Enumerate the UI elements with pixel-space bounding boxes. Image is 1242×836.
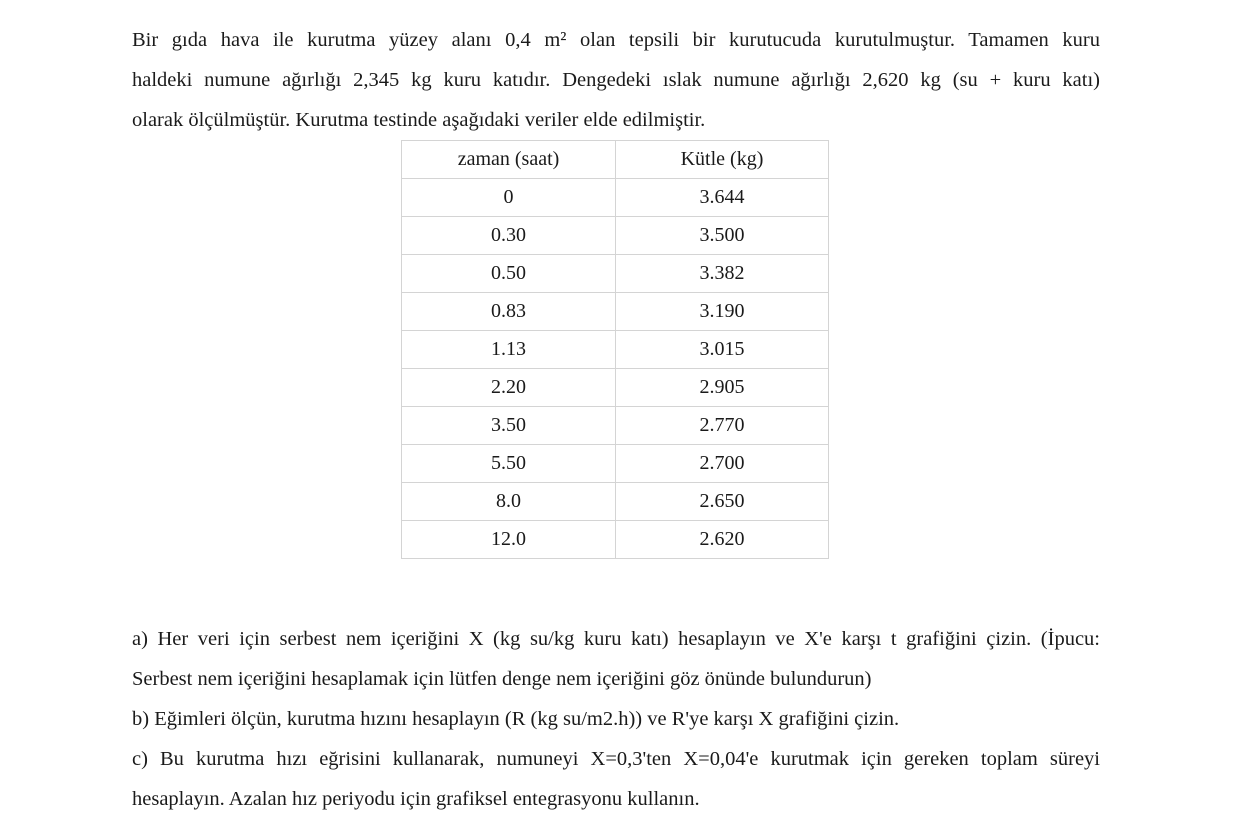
table-row <box>402 445 829 483</box>
cell-mass: 2.650 <box>616 483 829 521</box>
cell-time: 0 <box>402 179 616 217</box>
table-row <box>402 407 829 445</box>
intro-line-3: olarak ölçülmüştür. Kurutma testinde aşağıdaki veriler elde edilmiştir. <box>132 109 706 131</box>
table-row <box>402 369 829 407</box>
cell-time: 3.50 <box>402 407 616 445</box>
question-a-line-2: Serbest nem içeriğini hesaplamak için lütfen denge nem içeriğini göz önünde bulundurun) <box>132 668 872 690</box>
cell-mass: 2.620 <box>616 521 829 559</box>
header-mass: Kütle (kg) <box>616 141 829 179</box>
table-row <box>402 179 829 217</box>
question-a-line-1: a) Her veri için serbest nem içeriğini X (kg su/kg kuru katı) hesaplayın ve X'e karşı t grafiğini çizin. (İpucu: <box>132 628 1100 650</box>
cell-mass: 2.770 <box>616 407 829 445</box>
cell-mass: 3.190 <box>616 293 829 331</box>
question-c-line-1: c) Bu kurutma hızı eğrisini kullanarak, numuneyi X=0,3'ten X=0,04'e kurutmak için gereken toplam süreyi <box>132 748 1100 770</box>
cell-time: 12.0 <box>402 521 616 559</box>
table-row <box>402 255 829 293</box>
cell-mass: 3.015 <box>616 331 829 369</box>
drying-data-table <box>401 140 829 559</box>
cell-mass: 2.905 <box>616 369 829 407</box>
cell-time: 1.13 <box>402 331 616 369</box>
cell-time: 0.50 <box>402 255 616 293</box>
table-header-row <box>402 141 829 179</box>
cell-time: 2.20 <box>402 369 616 407</box>
table-body <box>402 179 829 559</box>
cell-time: 0.83 <box>402 293 616 331</box>
table-row <box>402 483 829 521</box>
question-b-line-1: b) Eğimleri ölçün, kurutma hızını hesaplayın (R (kg su/m2.h)) ve R'ye karşı X grafiğini çizin. <box>132 708 900 730</box>
questions-section <box>132 619 1100 819</box>
cell-mass: 3.644 <box>616 179 829 217</box>
cell-time: 0.30 <box>402 217 616 255</box>
cell-mass: 2.700 <box>616 445 829 483</box>
cell-time: 8.0 <box>402 483 616 521</box>
table-row <box>402 521 829 559</box>
intro-line-2: haldeki numune ağırlığı 2,345 kg kuru katıdır. Dengedeki ıslak numune ağırlığı 2,620 kg (su + kuru katı) <box>132 69 1100 91</box>
cell-mass: 3.500 <box>616 217 829 255</box>
table-row <box>402 293 829 331</box>
cell-mass: 3.382 <box>616 255 829 293</box>
question-c-line-2: hesaplayın. Azalan hız periyodu için grafiksel entegrasyonu kullanın. <box>132 788 700 810</box>
table-row <box>402 331 829 369</box>
cell-time: 5.50 <box>402 445 616 483</box>
table-row <box>402 217 829 255</box>
intro-line-1: Bir gıda hava ile kurutma yüzey alanı 0,4 m² olan tepsili bir kurutucuda kurutulmuştur. Tamamen kuru <box>132 29 1100 51</box>
header-time: zaman (saat) <box>402 141 616 179</box>
intro-paragraph <box>132 20 1100 140</box>
